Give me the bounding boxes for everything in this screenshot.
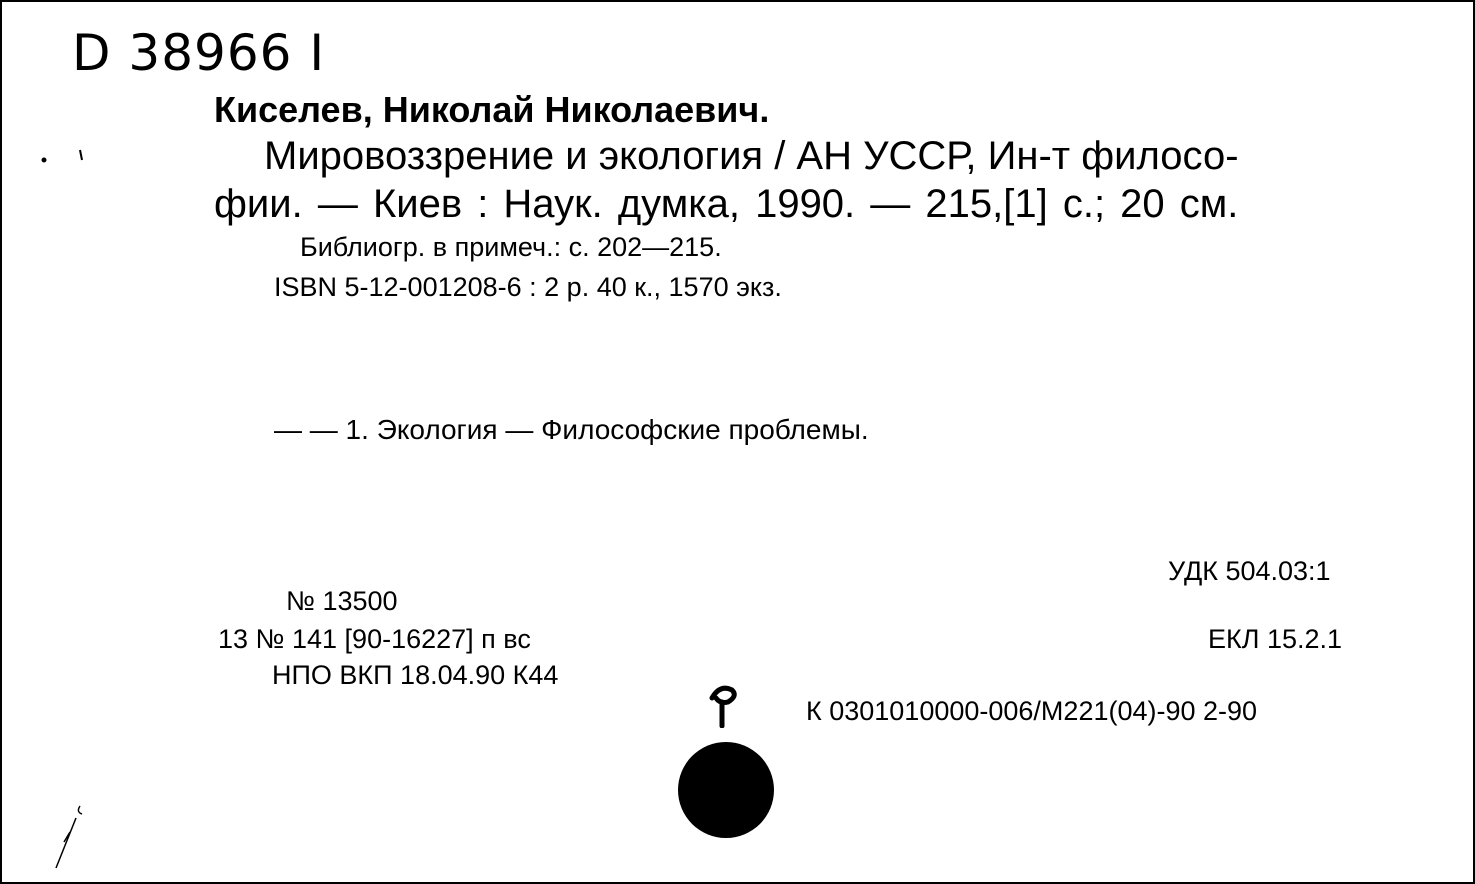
title-line-2: фии. — Киев : Наук. думка, 1990. — 215,[1] с.; 20 см. xyxy=(214,182,1239,226)
pencil-scribble-icon xyxy=(46,802,96,872)
record-line: 13 № 141 [90-16227] п вс xyxy=(218,624,531,654)
author-name: Киселев, Николай Николаевич. xyxy=(214,89,770,130)
catalog-code: К 0301010000-006/М221(04)-90 2-90 xyxy=(806,696,1258,726)
ink-mark-icon xyxy=(702,678,742,728)
punch-hole-icon xyxy=(678,742,774,838)
isbn-line: ISBN 5-12-001208-6 : 2 р. 40 к., 1570 экз. xyxy=(274,272,782,302)
inventory-number: № 13500 xyxy=(286,586,398,616)
call-number: D 38966 I xyxy=(72,24,326,82)
publisher-line: НПО ВКП 18.04.90 К44 xyxy=(272,660,559,690)
title-line-1: Мировоззрение и экология / АН УССР, Ин-т филосо- xyxy=(264,134,1239,178)
udk-code: УДК 504.03:1 xyxy=(1168,556,1331,586)
bibliography-note: Библиогр. в примеч.: с. 202—215. xyxy=(300,232,722,262)
ekl-code: ЕКЛ 15.2.1 xyxy=(1208,624,1343,654)
subject-heading: — — 1. Экология — Философские проблемы. xyxy=(274,414,869,445)
speck-marks-icon xyxy=(32,142,92,172)
